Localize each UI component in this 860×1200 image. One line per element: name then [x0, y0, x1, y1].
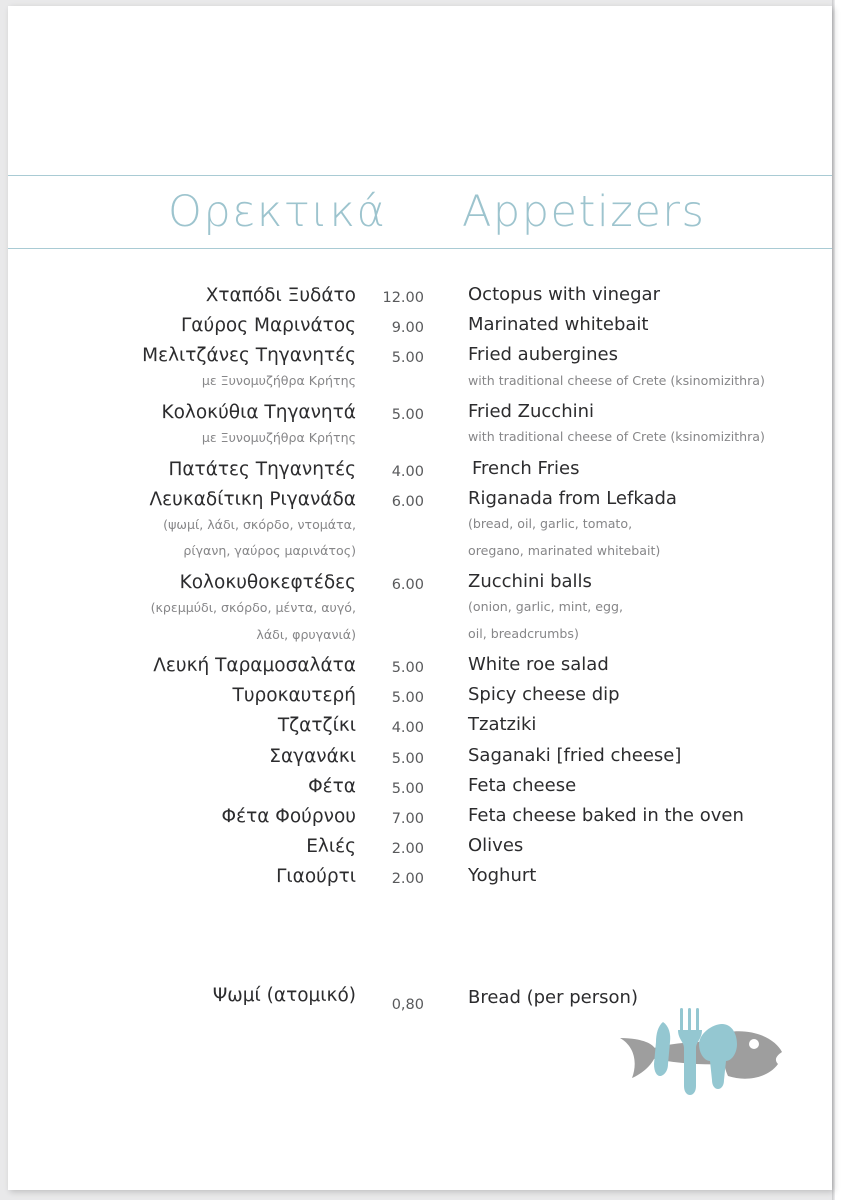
menu-item-row	[8, 571, 832, 647]
item-greek-cell	[8, 458, 356, 481]
item-name-greek: Γαύρος Μαρινάτος	[180, 315, 356, 337]
menu-item-row	[8, 654, 832, 677]
item-price-cell	[356, 805, 424, 827]
item-english-cell	[424, 284, 832, 307]
item-name-greek: Σαγανάκι	[269, 745, 356, 767]
menu-item-row	[8, 805, 832, 828]
fish-with-cutlery-logo	[616, 1006, 786, 1101]
section-title-group	[8, 177, 832, 248]
item-price-cell	[356, 775, 424, 797]
item-description-english: oregano, marinated whitebait)	[468, 542, 661, 558]
item-name-greek: Πατάτες Τηγανητές	[168, 458, 356, 480]
item-english-cell	[424, 745, 832, 768]
item-name-greek: Μελιτζάνες Τηγανητές	[142, 345, 356, 367]
item-description-english: oil, breadcrumbs)	[468, 625, 579, 641]
item-description-greek: λάδι, φρυγανιά)	[256, 626, 356, 642]
item-greek-cell	[8, 654, 356, 677]
item-name-greek: Τζατζίκι	[277, 715, 356, 737]
item-price-cell	[356, 571, 424, 593]
cutlery-icon	[654, 1008, 737, 1095]
item-name-english: Octopus with vinegar	[468, 284, 660, 305]
item-name-english: Saganaki [fried cheese]	[468, 744, 682, 766]
item-greek-cell	[8, 714, 356, 737]
item-greek-cell	[8, 805, 356, 828]
item-english-cell	[424, 835, 832, 858]
section-title-greek: Ορεκτικά	[168, 187, 387, 237]
item-name-english: Riganada from Lefkada	[468, 487, 677, 509]
item-name-greek: Κολοκυθοκεφτέδες	[179, 571, 356, 593]
item-price: 5.00	[391, 350, 424, 367]
item-price-cell	[356, 458, 424, 480]
item-english-cell	[424, 344, 832, 393]
menu-item-list	[8, 284, 832, 895]
item-greek-cell	[8, 488, 356, 564]
item-price: 2.00	[391, 840, 424, 857]
item-english-cell	[424, 714, 832, 737]
item-price: 6.00	[391, 576, 424, 593]
item-greek-cell	[8, 865, 356, 888]
section-title-english: Appetizers	[462, 187, 706, 237]
item-name-english: Tzatziki	[468, 714, 537, 736]
item-price: 5.00	[391, 660, 424, 677]
menu-page	[8, 6, 832, 1190]
item-greek-cell	[8, 684, 356, 707]
item-name-english: French Fries	[472, 457, 580, 479]
item-price: 2.00	[391, 871, 424, 888]
menu-item-row	[8, 344, 832, 394]
item-name-english: Fried Zucchini	[468, 400, 595, 422]
item-price: 6.00	[391, 493, 424, 510]
item-price-cell	[356, 684, 424, 706]
bread-price: 0,80	[391, 997, 424, 1013]
menu-item-row	[8, 401, 832, 451]
item-english-cell	[424, 458, 832, 481]
item-greek-cell	[8, 344, 356, 394]
item-english-cell	[424, 401, 832, 450]
item-price: 9.00	[391, 320, 424, 337]
item-name-greek: Φέτα Φούρνου	[221, 805, 356, 827]
item-greek-cell	[8, 401, 356, 451]
item-description-english: (onion, garlic, mint, egg,	[468, 599, 624, 615]
item-name-english: Marinated whitebait	[468, 314, 649, 336]
menu-item-row	[8, 835, 832, 858]
item-english-cell	[424, 488, 832, 564]
item-name-english: Feta cheese baked in the oven	[468, 804, 744, 826]
item-description-greek: (κρεμμύδι, σκόρδο, μέντα, αυγό,	[150, 600, 356, 616]
item-english-cell	[424, 684, 832, 707]
item-price-cell	[356, 401, 424, 423]
item-price-cell	[356, 714, 424, 736]
item-name-greek: Φέτα	[308, 775, 356, 797]
item-greek-cell	[8, 775, 356, 798]
item-price-cell	[356, 745, 424, 767]
item-description-greek: με Ξυνομυζήθρα Κρήτης	[201, 373, 356, 389]
item-english-cell	[424, 775, 832, 798]
item-description-greek: (ψωμί, λάδι, σκόρδο, ντομάτα,	[163, 516, 356, 532]
item-english-cell	[424, 314, 832, 337]
item-name-greek: Λευκή Ταραμοσαλάτα	[153, 655, 356, 677]
item-name-greek: Χταπόδι Ξυδάτο	[205, 285, 356, 306]
menu-item-row	[8, 714, 832, 737]
item-name-greek: Κολοκύθια Τηγανητά	[161, 401, 356, 423]
menu-item-row	[8, 488, 832, 564]
item-description-greek: με Ξυνομυζήθρα Κρήτης	[201, 430, 356, 446]
item-price-cell	[356, 835, 424, 857]
item-price: 4.00	[391, 720, 424, 737]
item-name-english: Feta cheese	[468, 774, 577, 796]
header-rule-top	[8, 175, 832, 176]
menu-item-row	[8, 284, 832, 307]
item-price: 4.00	[391, 463, 424, 480]
item-price: 7.00	[391, 810, 424, 827]
item-price: 5.00	[391, 750, 424, 767]
item-price-cell	[356, 314, 424, 336]
item-english-cell	[424, 654, 832, 677]
item-price-cell	[356, 488, 424, 510]
item-name-english: Zucchini balls	[468, 570, 592, 592]
item-price: 5.00	[391, 690, 424, 707]
item-name-english: White roe salad	[468, 654, 609, 676]
item-greek-cell	[8, 284, 356, 307]
page-right-gutter	[832, 0, 860, 1200]
menu-item-row	[8, 458, 832, 481]
page-edge-shadow	[832, 0, 835, 1200]
menu-item-row	[8, 314, 832, 337]
item-price: 12.00	[382, 290, 424, 306]
item-price: 5.00	[391, 780, 424, 797]
item-price-cell	[356, 654, 424, 676]
item-name-greek: Λευκαδίτικη Ριγανάδα	[149, 488, 356, 510]
item-description-english: with traditional cheese of Crete (ksinomizithra)	[468, 429, 765, 445]
item-greek-cell	[8, 835, 356, 858]
item-greek-cell	[8, 571, 356, 647]
section-header	[8, 175, 832, 249]
item-price: 5.00	[391, 406, 424, 423]
item-name-english: Olives	[468, 834, 524, 856]
item-price-cell	[356, 865, 424, 887]
item-name-english: Yoghurt	[468, 865, 537, 887]
item-english-cell	[424, 865, 832, 888]
item-name-english: Fried aubergines	[468, 344, 618, 366]
item-description-english: (bread, oil, garlic, tomato,	[468, 516, 633, 532]
item-description-greek: ρίγανη, γαύρος μαρινάτος)	[183, 543, 356, 559]
item-price-cell	[356, 284, 424, 306]
menu-item-row	[8, 745, 832, 768]
bread-name-english: Bread (per person)	[468, 987, 638, 1008]
item-price-cell	[356, 344, 424, 366]
header-rule-bottom	[8, 248, 832, 249]
bread-name-greek: Ψωμί (ατομικό)	[212, 985, 356, 1006]
item-english-cell	[424, 571, 832, 647]
item-name-english: Spicy cheese dip	[468, 684, 620, 706]
bread-price-cell	[356, 984, 424, 1013]
item-greek-cell	[8, 745, 356, 768]
item-name-greek: Τυροκαυτερή	[232, 685, 356, 707]
item-english-cell	[424, 805, 832, 828]
menu-item-row	[8, 775, 832, 798]
menu-item-row	[8, 865, 832, 888]
item-description-english: with traditional cheese of Crete (ksinomizithra)	[468, 372, 765, 388]
menu-item-row	[8, 684, 832, 707]
bread-name-greek-cell	[8, 984, 356, 1007]
item-name-greek: Γιαούρτι	[276, 866, 356, 888]
item-name-greek: Ελιές	[306, 835, 356, 857]
item-greek-cell	[8, 314, 356, 337]
